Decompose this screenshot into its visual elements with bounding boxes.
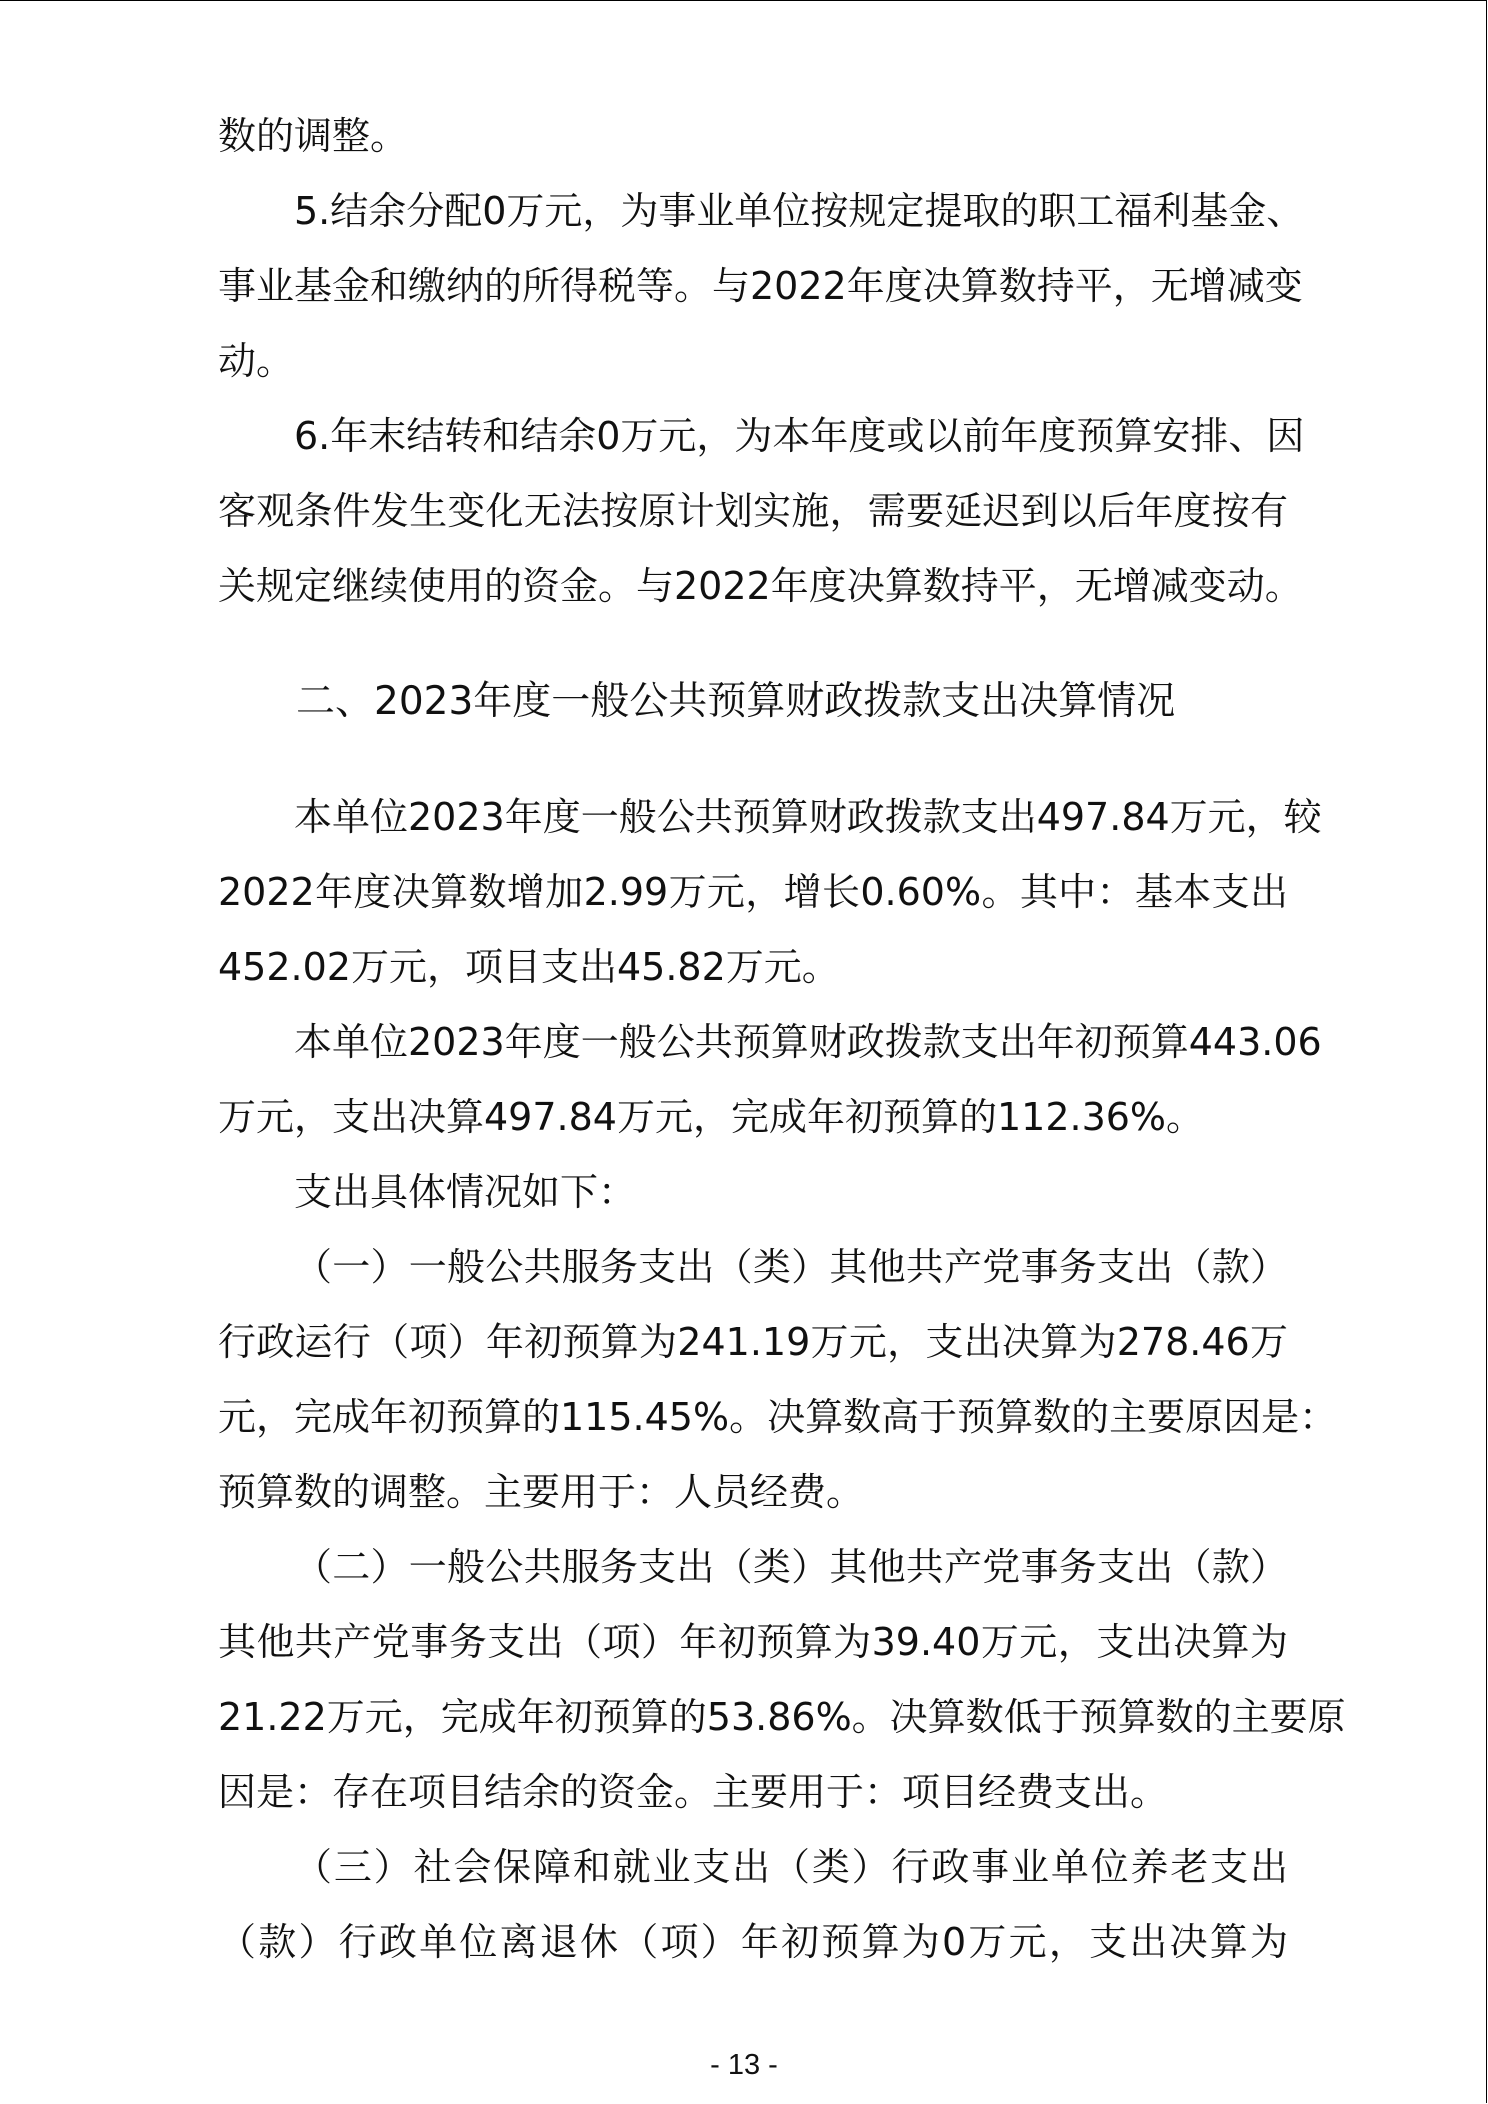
- text-line: 行政运行（项）年初预算为241.19万元，支出决算为278.46万: [218, 1320, 1288, 1364]
- text-line: （二）一般公共服务支出（类）其他共产党事务支出（款）: [294, 1545, 1288, 1589]
- document-body: [218, 99, 1346, 1980]
- text-line: 客观条件发生变化无法按原计划实施，需要延迟到以后年度按有: [218, 489, 1288, 533]
- section-heading: 二、2023年度一般公共预算财政拨款支出决算情况: [296, 679, 1176, 724]
- text-line: 本单位2023年度一般公共预算财政拨款支出年初预算443.06: [294, 1020, 1322, 1064]
- text-line: 其他共产党事务支出（项）年初预算为39.40万元，支出决算为: [218, 1620, 1288, 1664]
- text-line: 本单位2023年度一般公共预算财政拨款支出497.84万元，较: [294, 795, 1322, 839]
- text-line: 支出具体情况如下：: [294, 1170, 637, 1214]
- text-line: 动。: [218, 339, 295, 383]
- text-line: 预算数的调整。主要用于：人员经费。: [218, 1470, 865, 1514]
- text-line: （款）行政单位离退休（项）年初预算为0万元，支出决算为: [218, 1920, 1288, 1964]
- text-line: 元，完成年初预算的115.45%。决算数高于预算数的主要原因是：: [218, 1395, 1338, 1439]
- text-line: 数的调整。: [218, 114, 409, 158]
- page-number: - 13 -: [710, 2049, 778, 2081]
- text-line: 万元，支出决算497.84万元，完成年初预算的112.36%。: [218, 1095, 1205, 1139]
- text-line: 452.02万元，项目支出45.82万元。: [218, 945, 840, 989]
- text-line: 事业基金和缴纳的所得税等。与2022年度决算数持平，无增减变: [218, 264, 1303, 308]
- text-line: 6.年末结转和结余0万元，为本年度或以前年度预算安排、因: [294, 414, 1305, 458]
- text-line: 21.22万元，完成年初预算的53.86%。决算数低于预算数的主要原: [218, 1695, 1346, 1739]
- text-line: 5.结余分配0万元，为事业单位按规定提取的职工福利基金、: [294, 189, 1305, 233]
- text-line: 2022年度决算数增加2.99万元，增长0.60%。其中：基本支出: [218, 870, 1288, 914]
- text-line: （三）社会保障和就业支出（类）行政事业单位养老支出: [294, 1845, 1288, 1889]
- text-line: 因是：存在项目结余的资金。主要用于：项目经费支出。: [218, 1770, 1169, 1814]
- text-line: （一）一般公共服务支出（类）其他共产党事务支出（款）: [294, 1245, 1288, 1289]
- text-line: 关规定继续使用的资金。与2022年度决算数持平，无增减变动。: [218, 564, 1303, 608]
